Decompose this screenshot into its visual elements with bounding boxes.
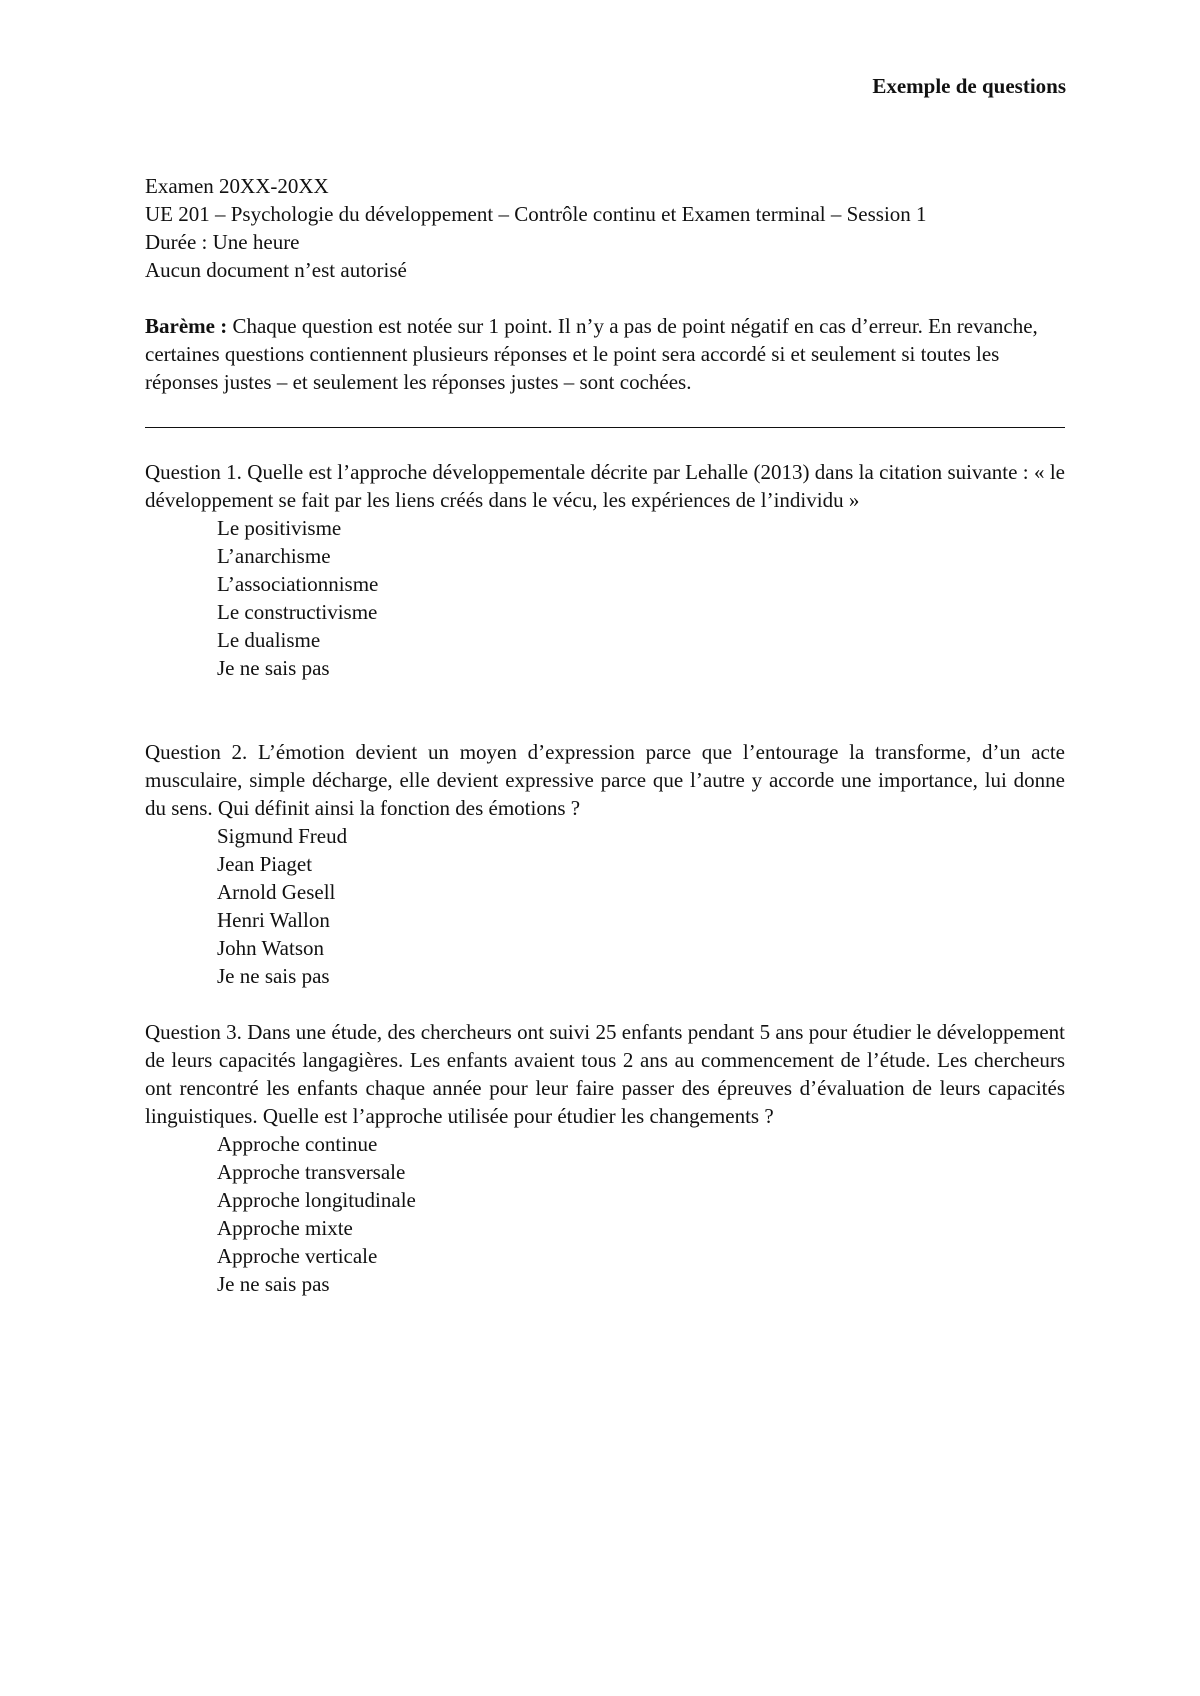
answer-option: Jean Piaget [217, 852, 313, 876]
page-title: Exemple de questions [872, 74, 1066, 98]
answer-list [145, 1130, 1065, 1298]
question-text: Question 1. Quelle est l’approche développementale décrite par Lehalle (2013) dans la citation suivante : « le développement se fait par les liens créés dans le vécu, les expériences de l’individu » [145, 460, 1065, 512]
question-2 [145, 738, 1065, 990]
answer-option: Je ne sais pas [217, 964, 330, 988]
answer-option: Sigmund Freud [217, 824, 348, 848]
question-text: Question 2. L’émotion devient un moyen d’expression parce que l’entourage la transforme, d’un acte musculaire, simple décharge, elle devient expressive parce que l’autre y accorde une importance, lui donne du sens. Qui définit ainsi la fonction des émotions ? [145, 740, 1065, 820]
question-3 [145, 1018, 1065, 1298]
answer-option: L’associationnisme [217, 572, 379, 596]
answer-option: Le constructivisme [217, 600, 378, 624]
answer-option: Approche transversale [217, 1160, 406, 1184]
exam-year: Examen 20XX-20XX [145, 174, 329, 198]
question-1 [145, 458, 1065, 682]
bareme-text: Chaque question est notée sur 1 point. Il n’y a pas de point négatif en cas d’erreur. En revanche, certaines questions contiennent plusieurs réponses et le point sera accordé si et seulement si toutes les réponses justes – et seulement les réponses justes – sont cochées. [145, 314, 1038, 394]
answer-list [145, 822, 1065, 990]
answer-option: L’anarchisme [217, 544, 331, 568]
exam-header [145, 172, 1065, 284]
answer-option: Approche mixte [217, 1216, 353, 1240]
duration-line: Durée : Une heure [145, 230, 300, 254]
course-line: UE 201 – Psychologie du développement – Contrôle continu et Examen terminal – Session 1 [145, 202, 927, 226]
answer-option: Le dualisme [217, 628, 321, 652]
documents-line: Aucun document n’est autorisé [145, 258, 407, 282]
answer-option: Je ne sais pas [217, 1272, 330, 1296]
question-text: Question 3. Dans une étude, des chercheurs ont suivi 25 enfants pendant 5 ans pour étudier le développement de leurs capacités langagières. Les enfants avaient tous 2 ans au commencement de l’étude. Les chercheurs ont rencontré les enfants chaque année pour leur faire passer des épreuves d’évaluation de leurs capacités linguistiques. Quelle est l’approche utilisée pour étudier les changements ? [145, 1020, 1065, 1128]
answer-option: John Watson [217, 936, 325, 960]
answer-option: Henri Wallon [217, 908, 330, 932]
answer-option: Approche longitudinale [217, 1188, 416, 1212]
answer-option: Arnold Gesell [217, 880, 336, 904]
answer-option: Approche verticale [217, 1244, 378, 1268]
bareme-paragraph [145, 312, 1065, 396]
answer-list [145, 514, 1065, 682]
answer-option: Approche continue [217, 1132, 378, 1156]
answer-option: Je ne sais pas [217, 656, 330, 680]
bareme-label: Barème : [145, 314, 228, 338]
section-divider [145, 427, 1065, 428]
answer-option: Le positivisme [217, 516, 342, 540]
